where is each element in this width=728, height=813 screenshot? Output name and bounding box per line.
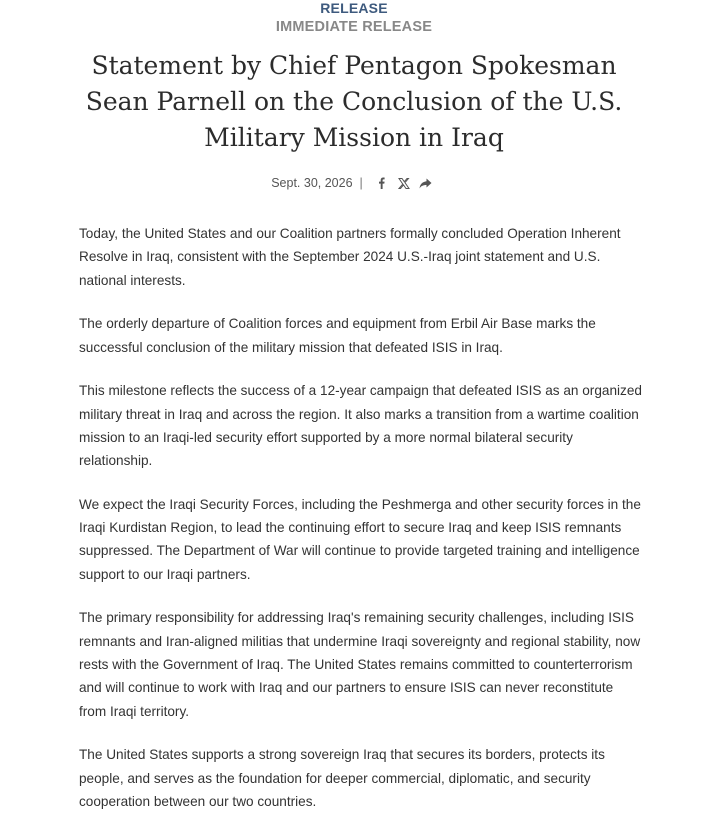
article-body xyxy=(79,222,644,813)
page-title: Statement by Chief Pentagon Spokesman Sean Parnell on the Conclusion of the U.S. Military Mission in Iraq xyxy=(85,51,623,152)
release-category: RELEASE xyxy=(320,0,388,16)
meta-separator: | xyxy=(359,176,363,190)
share-icon[interactable] xyxy=(418,175,434,191)
paragraph-1: Today, the United States and our Coalition partners formally concluded Operation Inherent Resolve in Iraq, consistent with the September 2024 U.S.-Iraq joint statement and U.S. national interests. xyxy=(79,226,621,288)
article-meta xyxy=(0,175,708,191)
paragraph-3: This milestone reflects the success of a 12-year campaign that defeated ISIS as an organized military threat in Iraq and across the region. It also marks a transition from a wartime coalition mission to an Iraqi-led security effort supported by a more normal bilateral security relationship. xyxy=(79,383,642,469)
facebook-icon[interactable] xyxy=(374,175,390,191)
paragraph-5: The primary responsibility for addressing Iraq's remaining security challenges, including ISIS remnants and Iran-aligned militias that undermine Iraqi sovereignty and regional stability, now rests with the Government of Iraq. The United States remains committed to counterterrorism and will continue to work with Iraq and our partners to ensure ISIS can never reconstitute from Iraqi territory. xyxy=(79,610,641,719)
x-icon[interactable] xyxy=(396,175,412,191)
paragraph-6: The United States supports a strong sovereign Iraq that secures its borders, protects its people, and serves as the foundation for deeper commercial, diplomatic, and security cooperation between our two countries. xyxy=(79,747,605,809)
release-type: IMMEDIATE RELEASE xyxy=(275,19,433,35)
paragraph-2: The orderly departure of Coalition forces and equipment from Erbil Air Base marks the successful conclusion of the military mission that defeated ISIS in Iraq. xyxy=(79,316,596,355)
publish-date: Sept. 30, 2026 xyxy=(271,176,353,190)
paragraph-4: We expect the Iraqi Security Forces, including the Peshmerga and other security forces in the Iraqi Kurdistan Region, to lead the continuing effort to secure Iraq and keep ISIS remnants suppressed. The Department of War will continue to provide targeted training and intelligence support to our Iraqi partners. xyxy=(79,496,641,582)
